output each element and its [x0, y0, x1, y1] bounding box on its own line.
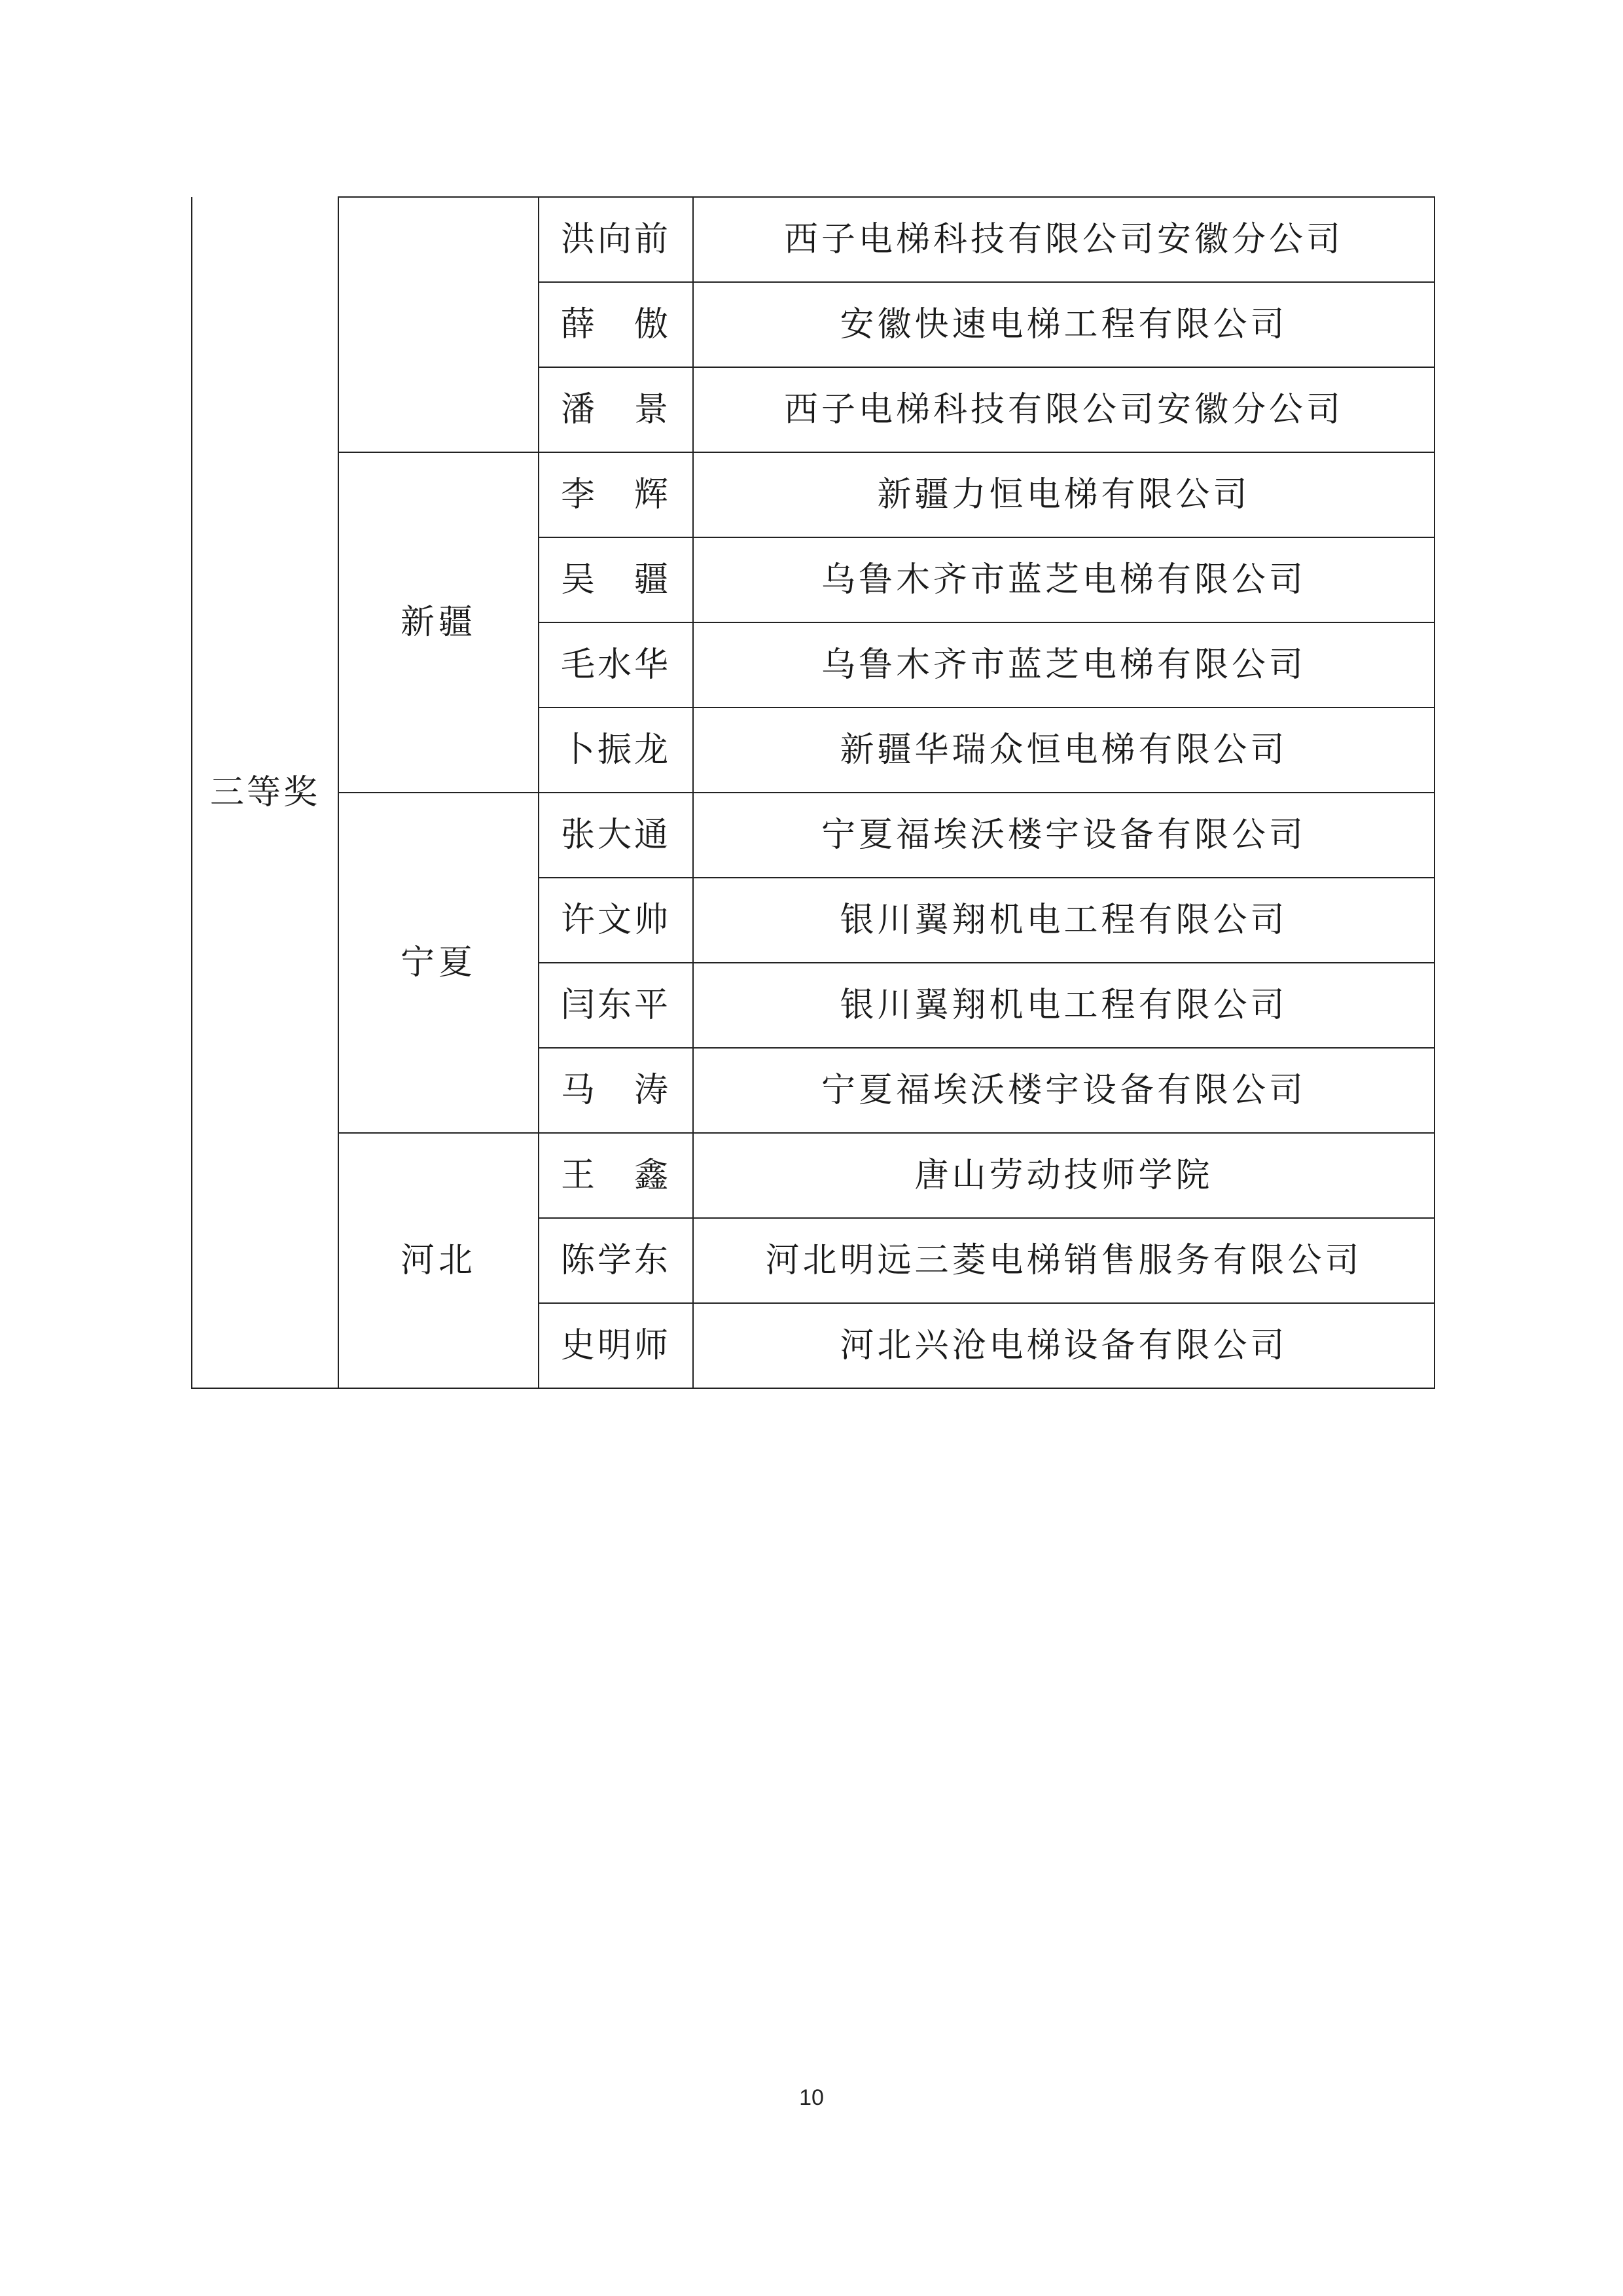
- region-cell: 宁夏: [338, 793, 539, 1133]
- winner-company: 新疆力恒电梯有限公司: [693, 452, 1435, 537]
- winner-company: 宁夏福埃沃楼宇设备有限公司: [693, 1048, 1435, 1133]
- winner-name: 卜振龙: [539, 708, 693, 793]
- winner-company: 新疆华瑞众恒电梯有限公司: [693, 708, 1435, 793]
- winner-name: 马 涛: [539, 1048, 693, 1133]
- award-level-cell: 三等奖: [192, 197, 338, 1388]
- winner-name: 薛 傲: [539, 282, 693, 367]
- winner-name: 许文帅: [539, 878, 693, 963]
- winner-name: 闫东平: [539, 963, 693, 1048]
- table-row: [192, 1133, 1435, 1218]
- winner-name: 毛水华: [539, 622, 693, 708]
- winner-company: 唐山劳动技师学院: [693, 1133, 1435, 1218]
- table-row: [192, 197, 1435, 282]
- winner-name: 张大通: [539, 793, 693, 878]
- award-table: [191, 196, 1435, 1389]
- winner-company: 银川翼翔机电工程有限公司: [693, 878, 1435, 963]
- page-number: 10: [799, 2085, 824, 2110]
- winner-name: 陈学东: [539, 1218, 693, 1303]
- winner-name: 史明师: [539, 1303, 693, 1388]
- winner-company: 银川翼翔机电工程有限公司: [693, 963, 1435, 1048]
- region-cell: [338, 197, 539, 452]
- winner-company: 宁夏福埃沃楼宇设备有限公司: [693, 793, 1435, 878]
- region-cell: 新疆: [338, 452, 539, 793]
- winner-name: 王 鑫: [539, 1133, 693, 1218]
- winner-name: 吴 疆: [539, 537, 693, 622]
- table-row: [192, 793, 1435, 878]
- winner-name: 李 辉: [539, 452, 693, 537]
- winner-company: 乌鲁木齐市蓝芝电梯有限公司: [693, 537, 1435, 622]
- region-cell: 河北: [338, 1133, 539, 1388]
- winner-company: 乌鲁木齐市蓝芝电梯有限公司: [693, 622, 1435, 708]
- winner-company: 西子电梯科技有限公司安徽分公司: [693, 367, 1435, 452]
- table-row: [192, 452, 1435, 537]
- winner-company: 西子电梯科技有限公司安徽分公司: [693, 197, 1435, 282]
- winner-company: 河北兴沧电梯设备有限公司: [693, 1303, 1435, 1388]
- winner-name: 潘 景: [539, 367, 693, 452]
- winner-company: 安徽快速电梯工程有限公司: [693, 282, 1435, 367]
- winner-name: 洪向前: [539, 197, 693, 282]
- winner-company: 河北明远三菱电梯销售服务有限公司: [693, 1218, 1435, 1303]
